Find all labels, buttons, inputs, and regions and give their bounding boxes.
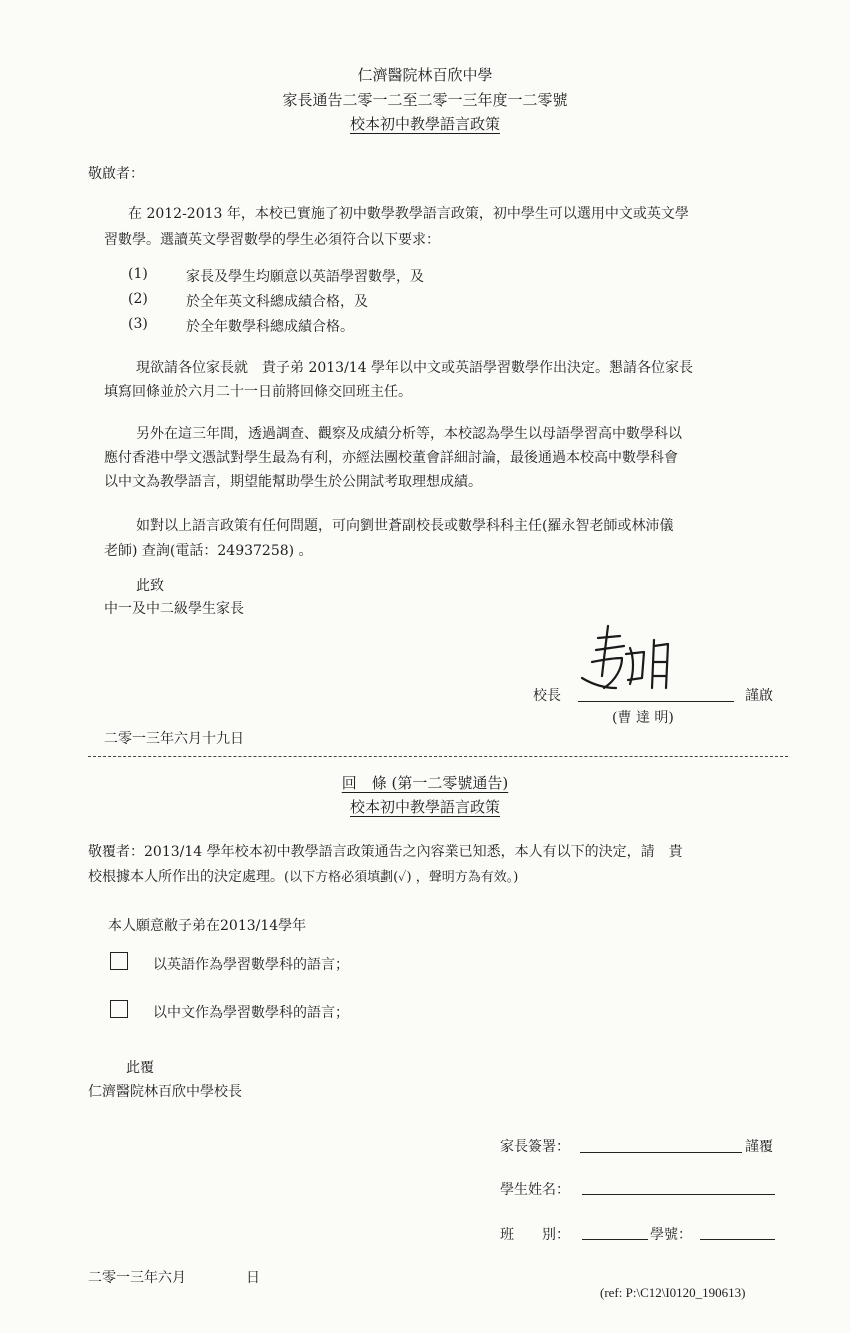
chinese-option-label: 以中文作為學習數學科的語言；: [153, 1005, 349, 1021]
parent-signature-line[interactable]: [580, 1152, 742, 1153]
paragraph-3-line-1: 另外在這三年間，透過調查、觀察及成績分析等，本校認為學生以母語學習高中數學科以: [136, 426, 682, 442]
student-name-label: 學生姓名：: [500, 1182, 570, 1198]
student-name-line[interactable]: [582, 1194, 775, 1195]
paragraph-1-line-1: 在 2012-2013 年，本校已實施了初中數學教學語言政策，初中學生可以選用中文或英文學: [128, 206, 689, 222]
paragraph-4-line-2: 老師) 查詢(電話：24937258) 。: [104, 543, 313, 559]
principal-label: 校長: [533, 688, 561, 704]
student-number-line[interactable]: [700, 1239, 775, 1240]
student-number-label: 學號：: [650, 1227, 692, 1243]
paragraph-3-line-3: 以中文為教學語言，期望能幫助學生於公開試考取理想成績。: [104, 474, 482, 490]
cut-line: [88, 756, 788, 757]
letter-date: 二零一三年六月十九日: [104, 731, 244, 747]
reply-title: 回 條 (第一二零號通告): [341, 774, 509, 792]
parent-signature-closing: 謹覆: [745, 1139, 773, 1155]
paragraph-1-line-2: 習數學。選讀英文學習數學的學生必須符合以下要求：: [104, 232, 440, 248]
parent-signature-label: 家長簽署：: [500, 1139, 570, 1155]
principal-signature-line: [578, 701, 734, 702]
requirement-1-number: (1): [128, 266, 148, 282]
recipient: 中一及中二級學生家長: [104, 601, 244, 617]
reply-closing: 此覆: [126, 1060, 154, 1076]
paragraph-3-line-2: 應付香港中學文憑試對學生最為有利，亦經法團校董會詳細討論，最後通過本校高中數學科會: [104, 450, 678, 466]
requirement-3-text: 於全年數學科總成績合格。: [186, 319, 354, 335]
requirement-2-number: (2): [128, 291, 148, 307]
principal-closing: 謹啟: [745, 688, 773, 704]
notice-number: 家長通告二零一二至二零一三年度一二零號: [282, 91, 568, 109]
english-option-label: 以英語作為學習數學科的語言；: [153, 957, 349, 973]
requirement-3-number: (3): [128, 316, 148, 332]
principal-name: (曹 達 明): [612, 710, 674, 726]
closing-text: 此致: [136, 578, 164, 594]
reply-line-1: 敬覆者：2013/14 學年校本初中教學語言政策通告之內容業已知悉，本人有以下的決定，請 貴: [88, 844, 683, 860]
reply-date-day: 日: [246, 1270, 260, 1286]
reply-subtitle: 校本初中教學語言政策: [349, 798, 500, 816]
school-name: 仁濟醫院林百欣中學: [357, 66, 493, 84]
paragraph-2-line-2: 填寫回條並於六月二十一日前將回條交回班主任。: [104, 384, 412, 400]
requirement-1-text: 家長及學生均願意以英語學習數學，及: [186, 269, 424, 285]
english-option-checkbox[interactable]: [110, 952, 128, 970]
reference-code: (ref: P:\C12\I0120_190613): [600, 1285, 746, 1300]
chinese-option-checkbox[interactable]: [110, 1000, 128, 1018]
class-line[interactable]: [582, 1239, 648, 1240]
requirement-2-text: 於全年英文科總成績合格，及: [186, 294, 368, 310]
notice-subject: 校本初中教學語言政策: [349, 115, 500, 133]
class-label: 班 別：: [500, 1227, 570, 1243]
paragraph-2-line-1: 現欲請各位家長就 貴子弟 2013/14 學年以中文或英語學習數學作出決定。懇請各位家長: [136, 360, 694, 376]
reply-addressee: 仁濟醫院林百欣中學校長: [88, 1084, 242, 1100]
salutation: 敬啟者：: [88, 166, 144, 182]
reply-date-month: 二零一三年六月: [88, 1270, 186, 1286]
paragraph-4-line-1: 如對以上語言政策有任何問題，可向劉世蒼副校長或數學科科主任(羅永智老師或林沛儀: [136, 518, 674, 534]
reply-note: (以下方格必須填劃(✓) ，聲明方為有效。): [284, 870, 519, 885]
reply-intro: 本人願意敝子弟在2013/14學年: [108, 918, 307, 934]
reply-line-2: 校根據本人所作出的決定處理。: [88, 869, 284, 885]
principal-signature: [568, 618, 688, 706]
